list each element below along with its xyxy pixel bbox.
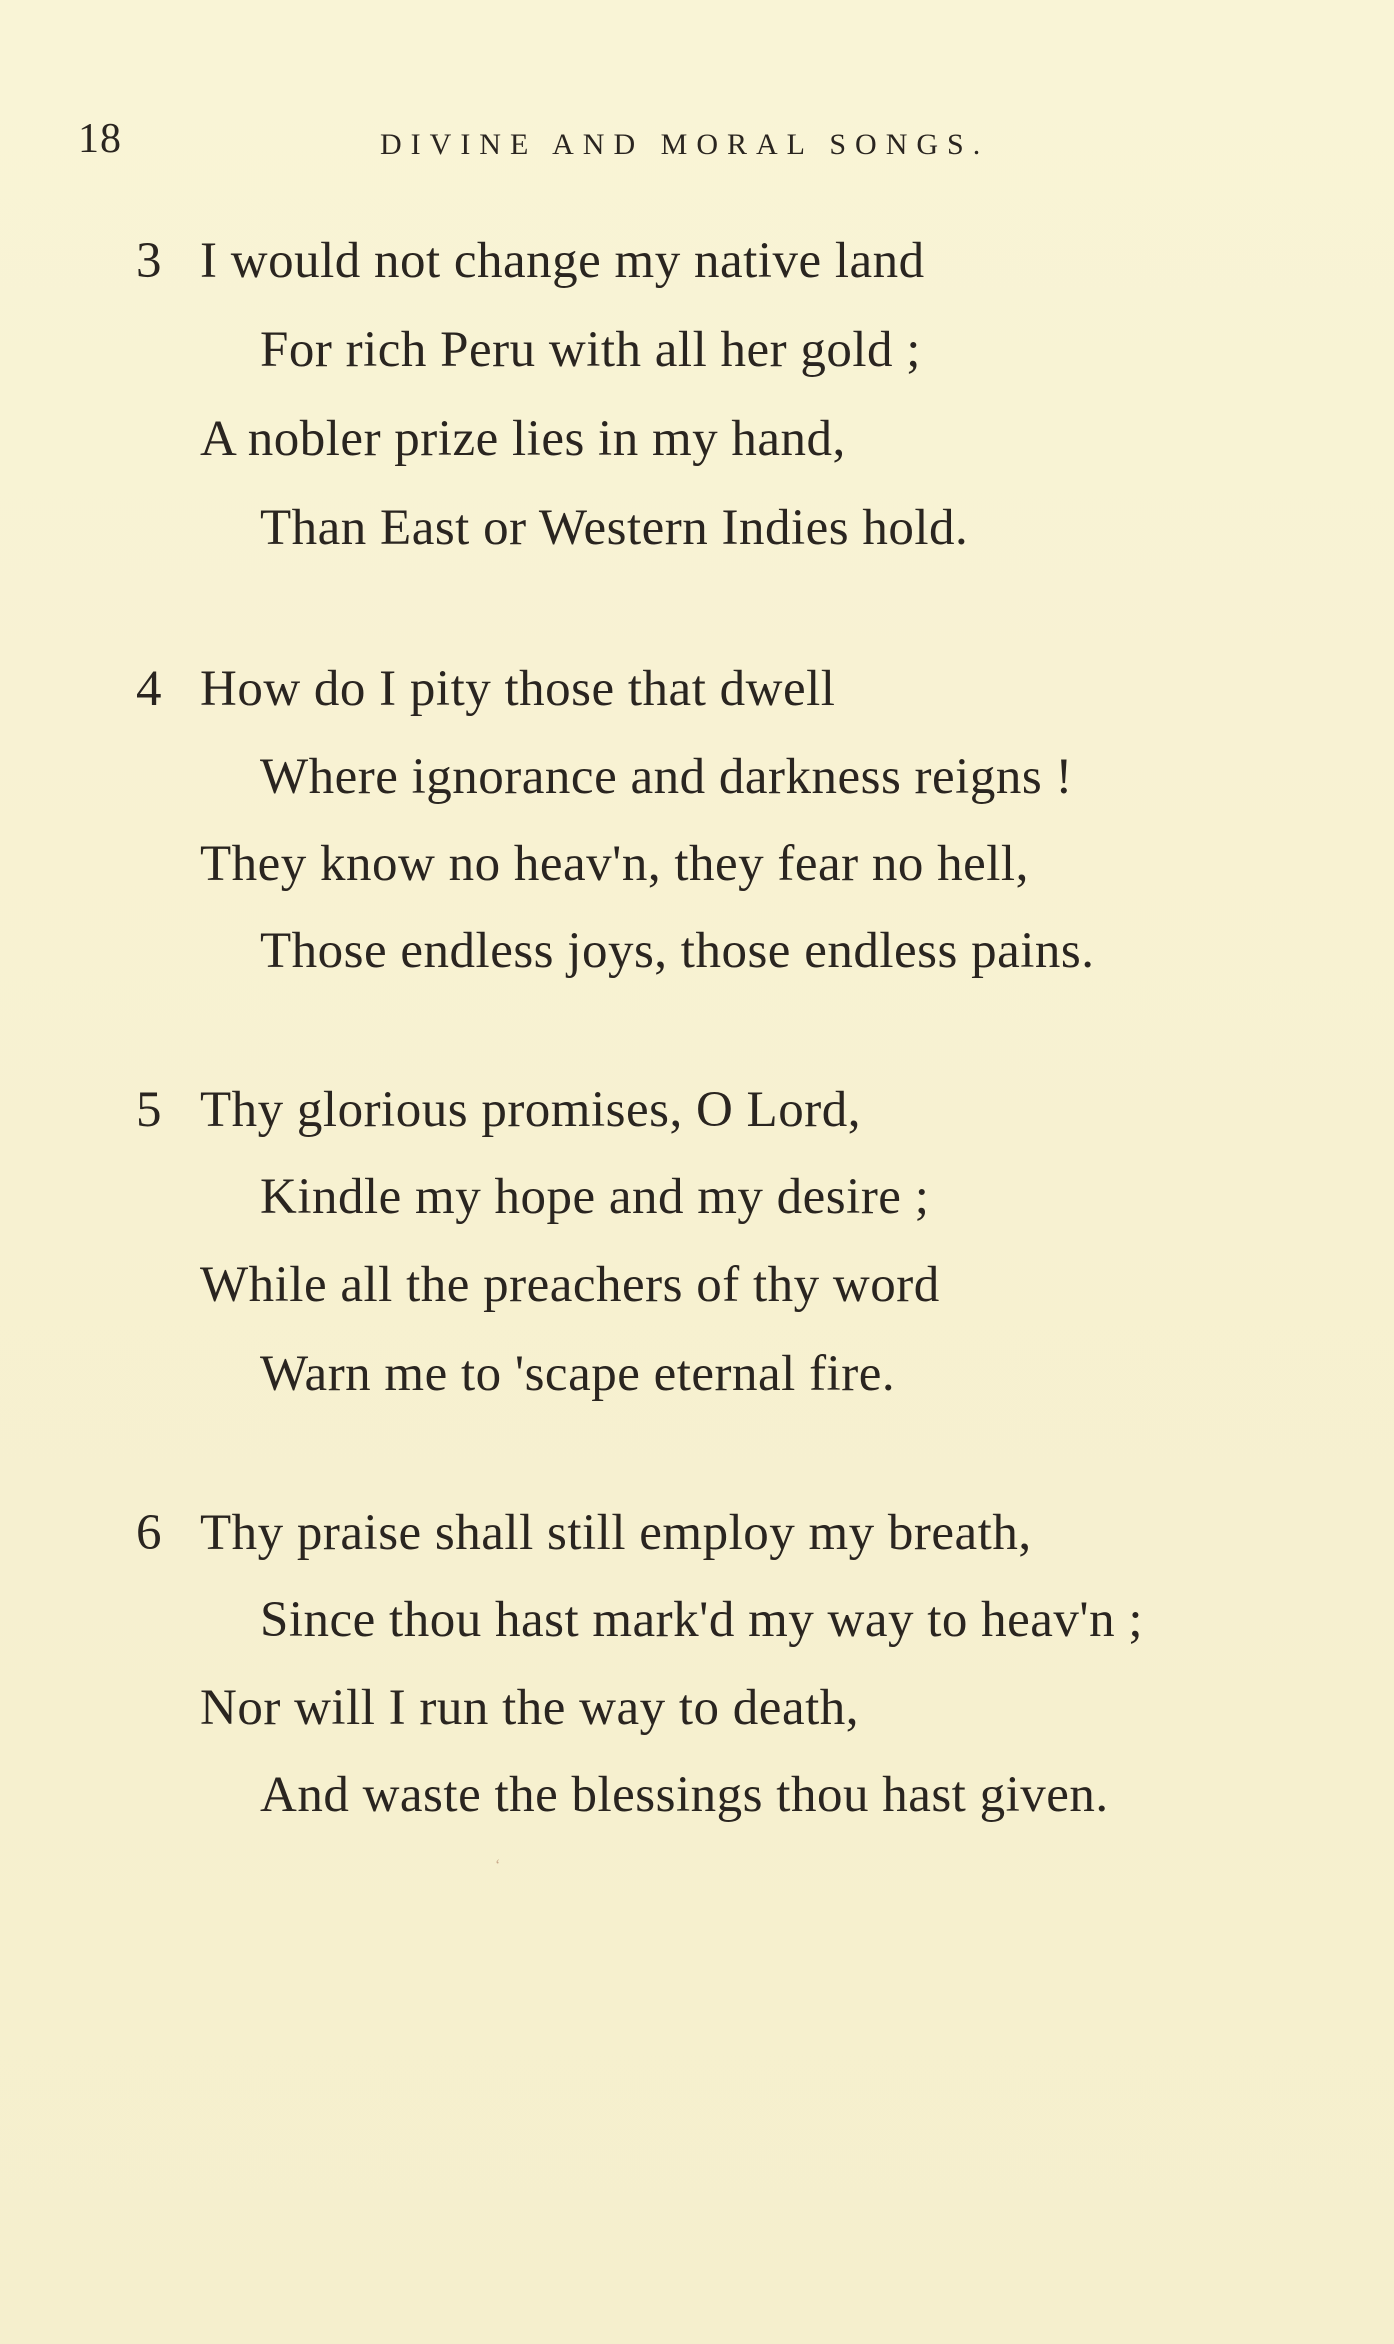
verse-line: Thy praise shall still employ my breath,: [200, 1505, 1032, 1561]
verse-line: Than East or Western Indies hold.: [260, 500, 969, 556]
verse-line: Since thou hast mark'd my way to heav'n ;: [260, 1592, 1144, 1648]
verse-line: Kindle my hope and my desire ;: [260, 1169, 930, 1225]
stanza-number: 5: [136, 1082, 162, 1138]
verse-line: Thy glorious promises, O Lord,: [200, 1082, 861, 1138]
stanza-number: 4: [136, 661, 162, 717]
verse-line: How do I pity those that dwell: [200, 661, 836, 717]
stanza-number: 6: [136, 1505, 162, 1561]
verse-line: Warn me to 'scape eternal fire.: [260, 1346, 896, 1402]
verse-line: I would not change my native land: [200, 233, 925, 289]
page-number: 18: [78, 116, 122, 162]
paper-speck: ‘: [495, 1857, 501, 1874]
stanza-number: 3: [136, 233, 162, 289]
verse-line: While all the preachers of thy word: [200, 1257, 940, 1313]
verse-line: For rich Peru with all her gold ;: [260, 322, 921, 378]
verse-line: They know no heav'n, they fear no hell,: [200, 836, 1029, 892]
verse-line: Nor will I run the way to death,: [200, 1680, 860, 1736]
verse-line: Where ignorance and darkness reigns !: [260, 749, 1073, 805]
running-head: DIVINE AND MORAL SONGS.: [380, 128, 990, 161]
verse-line: Those endless joys, those endless pains.: [260, 923, 1095, 979]
verse-line: And waste the blessings thou hast given.: [260, 1767, 1109, 1823]
verse-line: A nobler prize lies in my hand,: [200, 411, 846, 467]
